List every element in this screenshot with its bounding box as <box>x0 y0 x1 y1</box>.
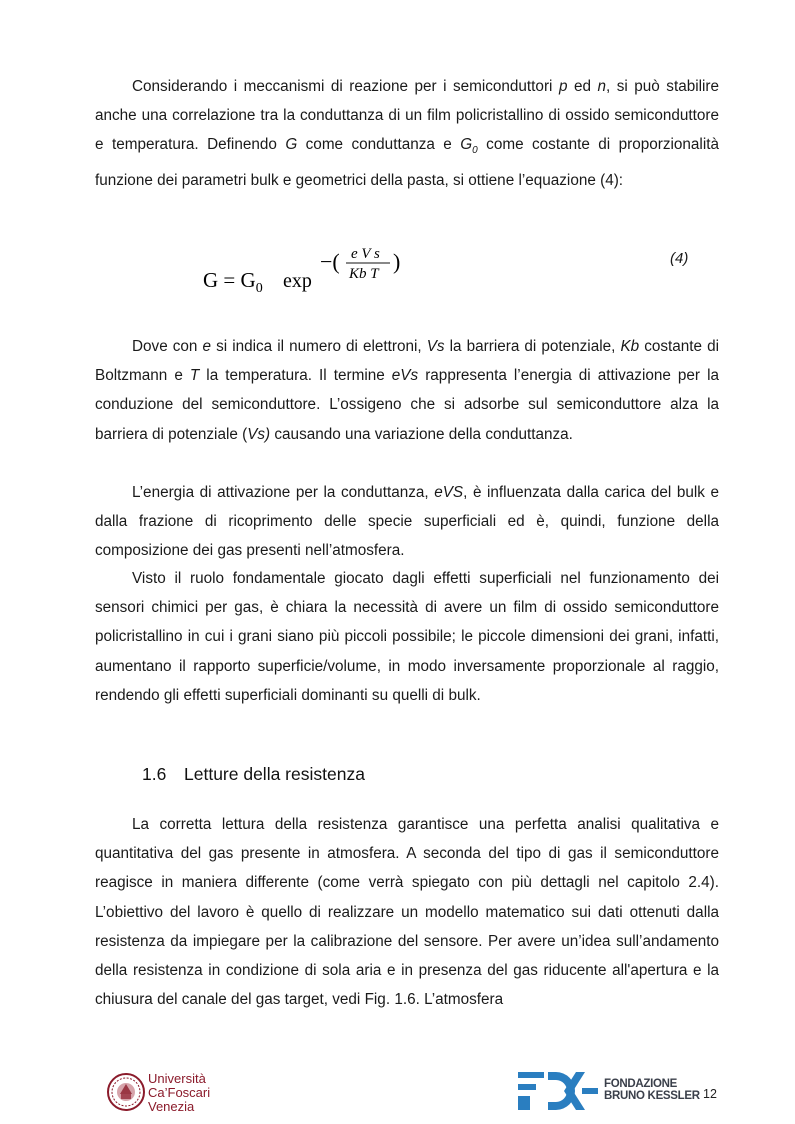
text-segment: come conduttanza e <box>297 136 461 154</box>
text-segment: Kb <box>620 338 640 355</box>
fbk-line-1: FONDAZIONE <box>604 1078 678 1090</box>
paragraph-intro <box>95 72 719 195</box>
equation-4 <box>203 236 463 306</box>
text-segment: L’energia di attivazione per la conduttanza, <box>132 484 435 501</box>
text-segment: n <box>597 78 606 95</box>
paragraph-surface-effects <box>95 564 719 710</box>
text-segment: , si può stabilire anche una correlazione tra la conduttanza di un film policristallino di ossido semiconduttore e temperatura. Definendo <box>95 78 720 154</box>
text-segment: p <box>558 78 568 95</box>
equation-lhs-subscript: 0 <box>255 281 263 296</box>
equation-numerator: e V s <box>351 246 380 262</box>
paragraph-activation-energy <box>95 478 719 566</box>
text-segment: G <box>285 136 298 154</box>
text-segment: Vs <box>426 338 445 355</box>
university-logo <box>106 1070 226 1114</box>
text-segment: causando una variazione della conduttanza. <box>270 425 573 443</box>
page-number: 12 <box>703 1087 717 1101</box>
university-seal-icon <box>106 1072 146 1112</box>
equation-close-paren: ) <box>393 249 401 274</box>
text-segment: come costante di proporzionalità funzione dei parametri bulk e geometrici della pasta, si ottiene l’equazione (4): <box>95 136 719 189</box>
paragraph-resistance-reading <box>95 810 719 1014</box>
university-line-2: Ca’Foscari <box>148 1085 211 1100</box>
text-segment: Visto il ruolo fondamentale giocato dagli effetti superficiali nel funzionamento dei sensori chimici per gas, è chiara la necessità di avere un film di ossido semiconduttore policristallino in cui i grani siano più piccoli possibile; le piccole dimensioni dei grani, infatti, aumentano il rapporto superficie/volume, in modo inversamente proporzionale al raggio, rendendo gli effetti superficiali dominanti su quelli di bulk. <box>95 570 719 704</box>
text-segment: eVS <box>434 484 464 501</box>
text-segment: Considerando i meccanismi di reazione per i semiconduttori <box>132 78 559 95</box>
text-segment: La corretta lettura della resistenza garantisce una perfetta analisi qualitativa e quantitativa del gas presente in atmosfera. A seconda del tipo di gas il semiconduttore reagisce in maniera differente (come verrà spiegato con più dettagli nel capitolo 2.4). L’obiettivo del lavoro è quello di realizzare un modello matematico sui dati ottenuti dalla resistenza da impiegare per la calibrazione del sensore. Per avere un’idea sull’andamento della resistenza in condizione di sola aria e in presenza del gas riducente all'apertura e la chiusura del canale del gas target, vedi Fig. 1.6. L’atmosfera <box>95 816 719 1009</box>
section-title: Letture della resistenza <box>184 764 365 784</box>
equation-number: (4) <box>670 250 689 267</box>
fbk-line-2: BRUNO KESSLER <box>604 1090 700 1102</box>
equation-lhs: G = G <box>203 268 256 292</box>
text-segment: e <box>202 338 212 355</box>
text-segment: T <box>189 367 200 385</box>
section-number: 1.6 <box>142 764 167 784</box>
text-segment: , è influenzata dalla carica del bulk e dalla frazione di ricoprimento delle specie superficiali ed è, quindi, funzione della composizione dei gas presenti nell’atmosfera. <box>95 484 719 560</box>
university-line-3: Venezia <box>148 1099 195 1114</box>
text-segment: la barriera di potenziale, <box>444 338 621 355</box>
text-segment: si indica il numero di elettroni, <box>211 338 427 355</box>
equation-exp: exp <box>283 270 312 292</box>
text-segment: rappresenta l’energia di attivazione per la conduzione del semiconduttore. L’ossigeno che si adsorbe sul semiconduttore alza la barriera di potenziale ( <box>95 367 719 443</box>
text-segment: costante di Boltzmann e <box>95 338 720 385</box>
text-segment: Vs) <box>247 425 271 443</box>
text-segment: la temperatura. Il termine <box>199 367 392 385</box>
text-segment: eVs <box>391 367 419 385</box>
fbk-name <box>604 1078 700 1102</box>
text-segment: Dove con <box>132 338 203 355</box>
university-name <box>148 1072 210 1114</box>
paragraph-definitions <box>95 332 719 449</box>
equation-minus-paren: −( <box>320 249 340 274</box>
equation-denominator: Kb T <box>349 266 379 282</box>
text-segment: G <box>460 136 473 154</box>
conductance-equation <box>203 236 463 306</box>
text-segment: ed <box>567 78 598 95</box>
section-heading <box>142 764 365 785</box>
text-segment: 0 <box>472 145 478 157</box>
svg-text:G = G0 <box>203 268 263 296</box>
fbk-logo-icon <box>516 1068 602 1116</box>
university-line-1: Università <box>148 1071 206 1086</box>
